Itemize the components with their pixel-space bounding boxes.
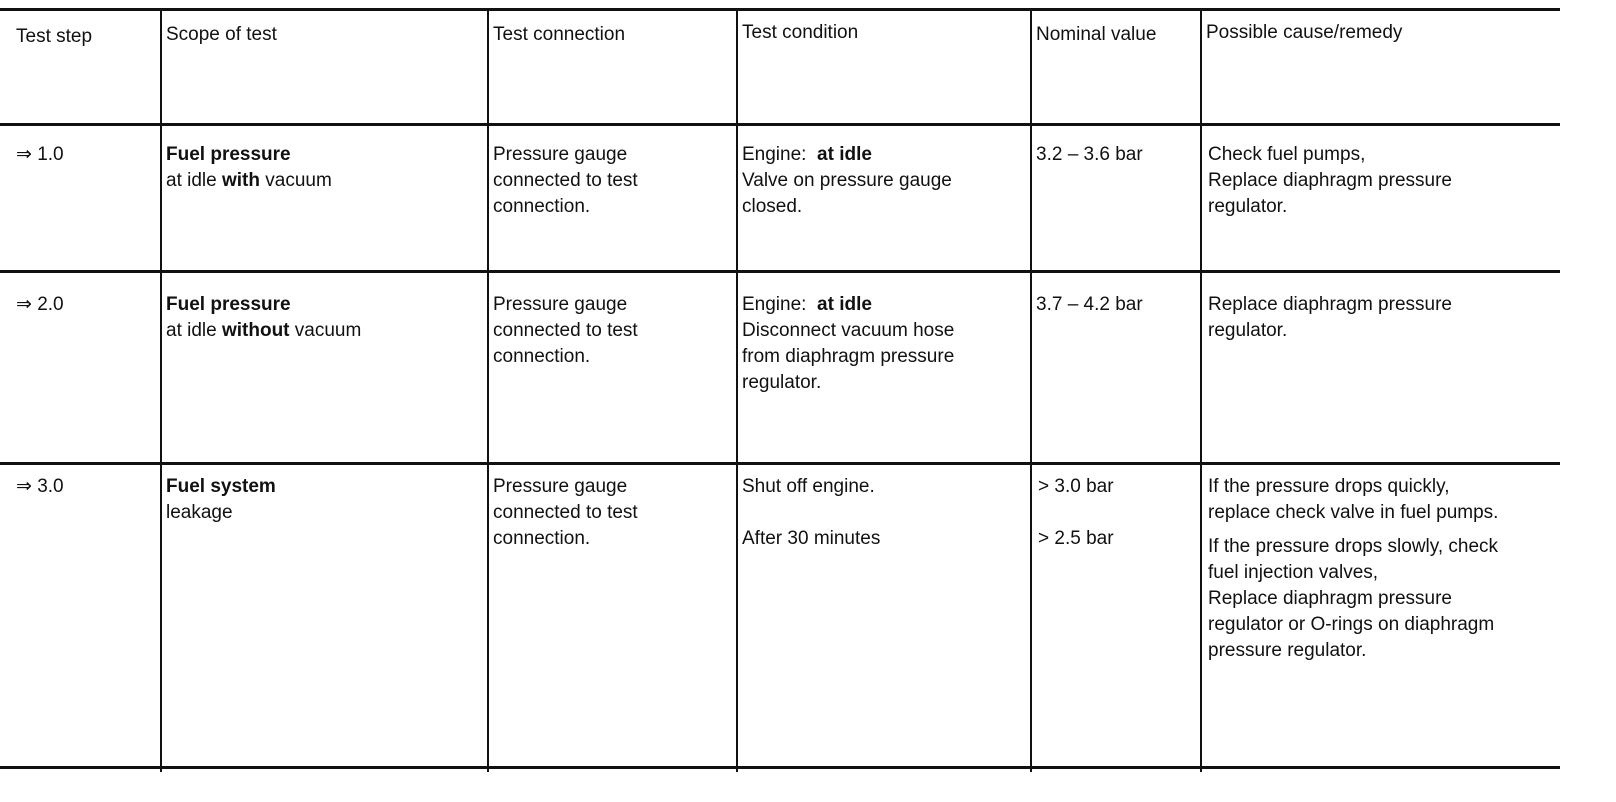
row-1-remedy-line: regulator.	[1208, 196, 1288, 217]
column-divider-5	[1200, 8, 1202, 772]
row-3-condition-gap	[742, 500, 880, 526]
header-connection: Test connection	[493, 24, 626, 45]
row-1-connection-line: Pressure gauge	[493, 144, 628, 165]
row-2-scope-pre: at idle	[166, 320, 222, 341]
row-1-remedy-line: Check fuel pumps,	[1208, 144, 1366, 165]
row-3-remedy-line: If the pressure drops slowly, check	[1208, 536, 1499, 557]
row-3-remedy-line: pressure regulator.	[1208, 640, 1367, 661]
row-2-connection-line: connected to test	[493, 320, 638, 341]
row-3-remedy-line: replace check valve in fuel pumps.	[1208, 502, 1499, 523]
row-1-scope	[166, 142, 332, 194]
header-nominal: Nominal value	[1036, 24, 1157, 45]
row-3-scope-title: Fuel system	[166, 476, 276, 497]
header-test-step: Test step	[16, 26, 93, 47]
row-3-remedy-gap	[1208, 526, 1498, 534]
row-3-remedy-line: If the pressure drops quickly,	[1208, 476, 1450, 497]
row-3-connection	[493, 474, 638, 552]
row-1-scope-emphasis: with	[221, 170, 260, 191]
row-2-scope-detail	[166, 318, 361, 344]
row-3-remedy-line: fuel injection valves,	[1208, 562, 1379, 583]
row-3-condition-shutoff: Shut off engine.	[742, 476, 875, 497]
row-3-nominal	[1038, 474, 1114, 552]
row-divider-2	[0, 270, 1560, 273]
row-1-condition-label: Engine:	[742, 144, 807, 165]
row-2-step: ⇒ 2.0	[16, 294, 64, 315]
row-1-connection-line: connection.	[493, 196, 591, 217]
row-1-remedy-line: Replace diaphragm pressure	[1208, 170, 1452, 191]
row-1-connection-line: connected to test	[493, 170, 638, 191]
row-2-condition-line: Disconnect vacuum hose	[742, 320, 955, 341]
row-3-connection-line: connected to test	[493, 502, 638, 523]
row-2-scope-post: vacuum	[289, 320, 362, 341]
row-2-condition	[742, 292, 954, 396]
column-divider-1	[160, 8, 162, 772]
row-2-condition-line: regulator.	[742, 372, 822, 393]
header-scope: Scope of test	[166, 24, 277, 45]
row-1-condition-line: Valve on pressure gauge	[742, 170, 952, 191]
column-divider-3	[736, 8, 738, 772]
row-1-condition	[742, 142, 952, 220]
column-divider-4	[1030, 8, 1032, 772]
row-2-condition-state: at idle	[817, 294, 872, 315]
row-2-connection-line: Pressure gauge	[493, 294, 628, 315]
row-2-connection-line: connection.	[493, 346, 591, 367]
row-1-scope-title: Fuel pressure	[166, 144, 291, 165]
header-condition: Test condition	[742, 22, 859, 43]
row-3-connection-line: Pressure gauge	[493, 476, 628, 497]
row-3-remedy	[1208, 474, 1498, 664]
row-1-condition-line: closed.	[742, 196, 803, 217]
row-2-condition-line: from diaphragm pressure	[742, 346, 955, 367]
row-2-connection	[493, 292, 638, 370]
row-3-nominal-after: > 2.5 bar	[1038, 528, 1114, 549]
header-remedy: Possible cause/remedy	[1206, 22, 1403, 43]
column-divider-2	[487, 8, 489, 772]
row-2-remedy-line: regulator.	[1208, 320, 1288, 341]
row-1-connection	[493, 142, 638, 220]
row-2-nominal: 3.7 – 4.2 bar	[1036, 294, 1143, 315]
row-1-scope-pre: at idle	[166, 170, 222, 191]
row-2-remedy-line: Replace diaphragm pressure	[1208, 294, 1452, 315]
row-1-scope-detail	[166, 168, 332, 194]
table-top-rule	[0, 8, 1560, 11]
row-1-remedy	[1208, 142, 1452, 220]
row-divider-1	[0, 123, 1560, 126]
row-2-remedy	[1208, 292, 1452, 344]
row-1-nominal: 3.2 – 3.6 bar	[1036, 144, 1143, 165]
row-3-remedy-line: regulator or O-rings on diaphragm	[1208, 614, 1495, 635]
row-3-nominal-gap	[1038, 500, 1114, 526]
row-3-scope-detail: leakage	[166, 502, 233, 523]
row-2-condition-engine	[742, 292, 954, 318]
row-3-condition	[742, 474, 880, 552]
row-1-step: ⇒ 1.0	[16, 144, 64, 165]
row-3-condition-wait: After 30 minutes	[742, 528, 881, 549]
row-3-remedy-line: Replace diaphragm pressure	[1208, 588, 1452, 609]
row-2-scope-title: Fuel pressure	[166, 294, 291, 315]
row-1-condition-state: at idle	[817, 144, 872, 165]
row-3-connection-line: connection.	[493, 528, 591, 549]
row-3-nominal-initial: > 3.0 bar	[1038, 476, 1114, 497]
row-3-step: ⇒ 3.0	[16, 476, 64, 497]
row-1-scope-post: vacuum	[259, 170, 332, 191]
row-divider-3	[0, 462, 1560, 465]
row-3-scope	[166, 474, 276, 526]
row-2-scope-emphasis: without	[221, 320, 290, 341]
table-bottom-rule	[0, 766, 1560, 769]
row-2-scope	[166, 292, 361, 344]
row-1-condition-engine	[742, 142, 952, 168]
row-2-condition-label: Engine:	[742, 294, 807, 315]
